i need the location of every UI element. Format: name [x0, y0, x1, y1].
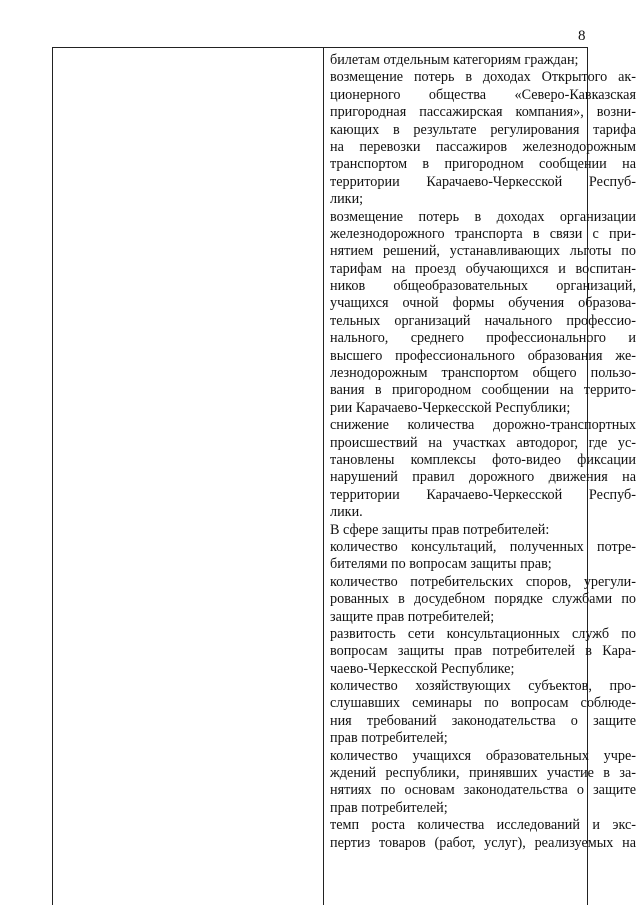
text-line: кающих в результате регулирования тарифа: [330, 121, 636, 138]
text-line: снижение количества дорожно-транспортных: [330, 417, 636, 434]
text-line: происшествий на участках автодорог, где ус-: [330, 434, 636, 451]
text-line: темп роста количества исследований и экс-: [330, 817, 636, 834]
table: [52, 47, 636, 905]
text-line: количество потребительских споров, урегули-: [330, 573, 636, 590]
text-line: тановлены комплексы фото-видео фиксации: [330, 451, 636, 468]
text-line: ждений республики, принявших участие в за-: [330, 765, 636, 782]
text-line: вопросам защиты прав потребителей в Кара-: [330, 643, 636, 660]
text-line: пертиз товаров (работ, услуг), реализуемых на: [330, 834, 636, 851]
text-line: В сфере защиты прав потребителей:: [330, 521, 550, 538]
text-line: лезнодорожным транспортом общего пользо-: [330, 365, 636, 382]
right-column-text: [330, 52, 636, 852]
text-line: рии Карачаево-Черкесской Республики;: [330, 399, 571, 416]
text-line: возмещение потерь в доходах Открытого ак-: [330, 69, 636, 86]
text-line: тарифам на проезд обучающихся и воспитан-: [330, 260, 636, 277]
text-line: слушавших семинары по вопросам соблюде-: [330, 695, 636, 712]
text-line: лики.: [330, 504, 363, 521]
text-line: количество консультаций, полученных потре-: [330, 538, 636, 555]
text-line: вания в пригородном сообщении на террито-: [330, 382, 636, 399]
text-line: нарушений правил дорожного движения на: [330, 469, 636, 486]
column-divider: [323, 48, 324, 905]
text-line: транспортом в пригородном сообщении на: [330, 156, 636, 173]
text-line: прав потребителей;: [330, 799, 448, 816]
text-line: прав потребителей;: [330, 730, 448, 747]
text-line: ния требований законодательства о защите: [330, 712, 636, 729]
text-line: на перевозки пассажиров железнодорожным: [330, 138, 636, 155]
text-line: лики;: [330, 191, 364, 208]
text-line: ников общеобразовательных организаций,: [330, 278, 636, 295]
text-line: количество учащихся образовательных учре-: [330, 747, 636, 764]
text-line: территории Карачаево-Черкесской Респуб-: [330, 173, 636, 190]
text-line: нятием решений, устанавливающих льготы по: [330, 243, 636, 260]
text-line: билетам отдельным категориям граждан;: [330, 52, 579, 68]
text-line: развитость сети консультационных служб по: [330, 625, 636, 642]
text-line: возмещение потерь в доходах организации: [330, 208, 636, 225]
text-line: защите прав потребителей;: [330, 608, 495, 625]
text-line: железнодорожного транспорта в связи с при-: [330, 225, 636, 242]
text-line: территории Карачаево-Черкесской Респуб-: [330, 486, 636, 503]
text-line: нятиях по основам законодательства о защите: [330, 782, 636, 799]
text-line: количество хозяйствующих субъектов, про-: [330, 678, 636, 695]
text-line: высшего профессионального образования же-: [330, 347, 636, 364]
text-line: нального, среднего профессионального и: [330, 330, 636, 347]
text-line: учащихся очной формы обучения образова-: [330, 295, 636, 312]
page-number: 8: [578, 28, 586, 44]
text-line: тельных организаций начального профессио-: [330, 312, 636, 329]
text-line: рованных в досудебном порядке службами по: [330, 591, 636, 608]
text-line: ционерного общества «Северо-Кавказская: [330, 86, 636, 103]
text-line: чаево-Черкесской Республике;: [330, 660, 515, 677]
text-line: бителями по вопросам защиты прав;: [330, 556, 552, 573]
text-line: пригородная пассажирская компания», возни-: [330, 104, 636, 121]
